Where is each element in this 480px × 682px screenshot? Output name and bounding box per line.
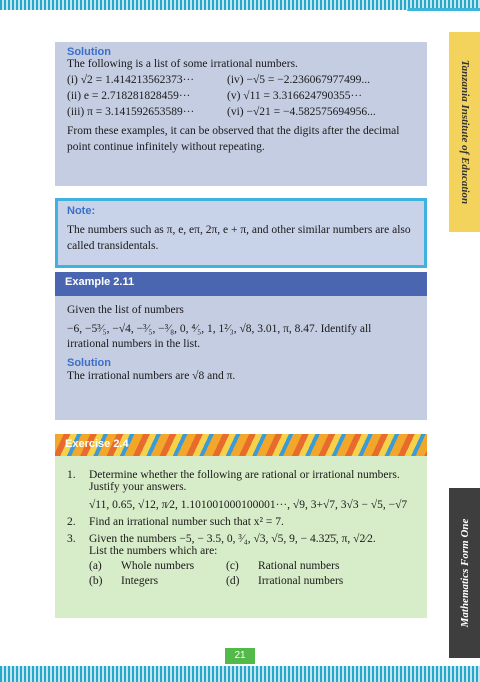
irrational-row <box>67 90 415 102</box>
example-task-cont: irrational numbers in the list. <box>67 337 201 350</box>
example-solution-heading: Solution <box>67 356 111 369</box>
question-number: 2. <box>67 516 76 528</box>
example-body <box>55 296 427 420</box>
irrational-row <box>67 106 415 118</box>
solution-heading: Solution <box>67 46 111 58</box>
example-list: −6, −5³⁄₅, −√4, −³⁄₅, −³⁄₈, 0, ⁴⁄₅, 1, 1²⁄₃, √8, 3.01, π, 8.47. <box>67 323 318 335</box>
sidebar-institute-text: Tanzania Institute of Education <box>458 59 471 205</box>
note-box <box>55 198 427 268</box>
irrational-item: (iv) −√5 = −2.236067977499... <box>227 74 370 86</box>
example-given: Given the list of numbers <box>67 304 184 316</box>
sidebar-institute <box>449 32 480 232</box>
solution-intro: The following is a list of some irrational numbers. <box>67 58 298 70</box>
option-letter: (c) <box>226 560 239 572</box>
question-text: Determine whether the following are rational or irrational numbers. Justify your answers. <box>89 469 400 493</box>
irrational-item: (v) √11 = 3.316624790355··· <box>227 90 363 102</box>
question-number: 3. <box>67 533 76 545</box>
page-number: 21 <box>225 648 255 664</box>
sidebar-subject <box>449 488 480 658</box>
option-text: Integers <box>121 575 159 587</box>
solution-box <box>55 42 427 186</box>
irrational-item: (vi) −√21 = −4.582575694956... <box>227 106 376 118</box>
question-3-list: List the numbers which are: <box>89 545 218 557</box>
example-title: Example 2.11 <box>55 272 427 296</box>
option-letter: (d) <box>226 575 240 587</box>
example-task: Identify all <box>320 323 372 335</box>
exercise-body <box>55 456 427 618</box>
question-1 <box>67 469 415 493</box>
option-letter: (a) <box>89 560 102 572</box>
option-text: Whole numbers <box>121 560 195 572</box>
note-heading: Note: <box>67 205 96 217</box>
question-3 <box>67 533 415 545</box>
question-text: Given the numbers −5, − 3.5, 0, ³⁄₄, √3, √5, 9, − 4.32̇5̇, π, √2⁄2. <box>89 533 376 545</box>
question-2 <box>67 516 415 528</box>
sidebar-subject-text: Mathematics Form One <box>458 518 471 628</box>
bottom-border <box>0 666 480 682</box>
question-number: 1. <box>67 469 76 481</box>
exercise-title: Exercise 2.4 <box>55 434 427 456</box>
example-solution-text: The irrational numbers are √8 and π. <box>67 370 236 383</box>
option-text: Rational numbers <box>258 560 340 572</box>
solution-conclusion: From these examples, it can be observed that the digits after the decimal point continue infinitely without repeating. <box>67 125 400 153</box>
answer-options <box>89 560 415 587</box>
option-text: Irrational numbers <box>258 575 344 587</box>
option-letter: (b) <box>89 575 103 587</box>
irrational-item: (iii) π = 3.141592653589··· <box>67 106 195 118</box>
irrational-item: (ii) e = 2.718281828459··· <box>67 90 191 102</box>
irrational-item: (i) √2 = 1.414213562373··· <box>67 74 195 86</box>
irrational-row <box>67 74 415 86</box>
note-text: The numbers such as π, e, eπ, 2π, e + π, and other similar numbers are also called transidentals. <box>67 224 411 252</box>
question-text: Find an irrational number such that x² = 7. <box>89 516 284 528</box>
question-1-math: √11, 0.65, √12, π⁄2, 1.101001000100001···, √9, 3+√7, 3√3 − √5, −√7 <box>89 499 408 511</box>
